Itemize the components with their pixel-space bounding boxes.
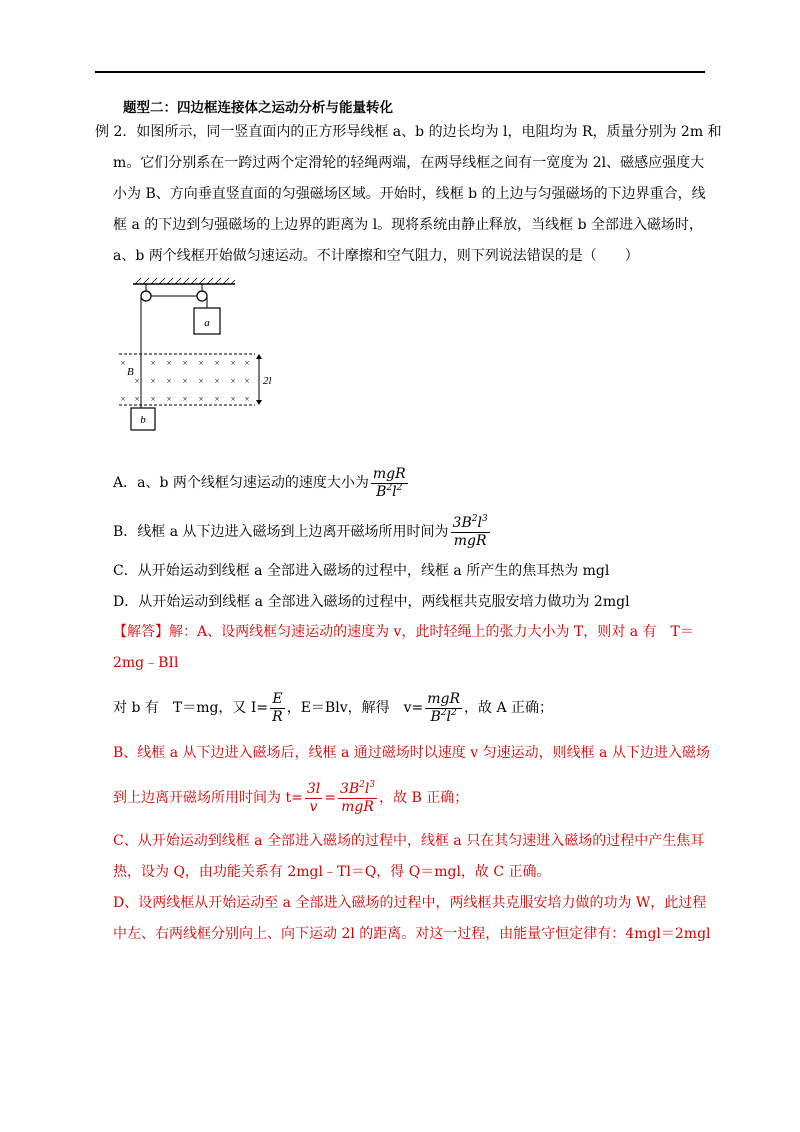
svg-text:×: × [166, 358, 172, 368]
answer-tag: 【解答】 [113, 624, 169, 640]
answer-B-line-2: 到上边离开磁场所用时间为 t= $\frac{3l}{v}$ = $\frac{3B^2l^3}{\text{mgR}}$ ，故 B 正确； [113, 779, 469, 815]
answer-D-line-2: 中左、右两线框分别向上、向下运动 2l 的距离。对这一过程，由能量守恒定律有：4mgl＝2mgl [113, 926, 711, 942]
option-A: A．a、b 两个线框匀速运动的速度大小为 $\frac{\text{mgR}}{B^2l^2}$ [113, 465, 406, 500]
svg-text:×: × [230, 376, 236, 386]
frame-b-label: b [140, 414, 146, 426]
svg-text:×: × [120, 394, 126, 404]
svg-text:×: × [120, 358, 126, 368]
svg-text:×: × [214, 394, 220, 404]
svg-text:×: × [182, 376, 188, 386]
svg-text:×: × [214, 358, 220, 368]
field-B-label: B [127, 366, 134, 378]
rope-top [141, 291, 207, 296]
answer-A-line-2: 2mg﹣BIl [113, 655, 179, 671]
svg-text:×: × [134, 394, 140, 404]
ceiling-hatch [135, 278, 235, 284]
header-rule [95, 71, 705, 73]
answer-D-line-1: D、设两线框从开始运动至 a 全部进入磁场的过程中，两线框共克服安培力做的功为 W，此过程 [113, 895, 707, 911]
svg-text:×: × [150, 394, 156, 404]
svg-text:×: × [244, 394, 250, 404]
svg-text:×: × [150, 358, 156, 368]
answer-C-line-2: 热，设为 Q，由功能关系有 2mgl﹣Tl＝Q，得 Q＝mgl，故 C 正确。 [113, 864, 551, 880]
answer-C-line-1: C、从开始运动到线框 a 全部进入磁场的过程中，线框 a 只在其匀速进入磁场的过程中产生焦耳 [113, 833, 705, 849]
section-title: 题型二：四边框连接体之运动分析与能量转化 [123, 100, 393, 116]
svg-text:×: × [214, 376, 220, 386]
question-line-2: m。它们分别系在一跨过两个定滑轮的轻绳两端，在两导线框之间有一宽度为 2l、磁感应强度大 [113, 155, 705, 171]
option-D: D．从开始运动到线框 a 全部进入磁场的过程中，两线框共克服安培力做功为 2mgl [113, 594, 630, 610]
svg-text:×: × [230, 394, 236, 404]
svg-text:×: × [150, 376, 156, 386]
field-crosses [120, 358, 249, 404]
answer-A-line-3: 对 b 有 T＝mg，又 I= $\frac{E}{R}$ ，E＝Blv，解得 v= $\frac{\text{mgR}}{B^2l^2}$ ，故 A 正确； [113, 690, 554, 725]
svg-text:×: × [198, 358, 204, 368]
answer-A-line-1: 【解答】解：A、设两线框匀速运动的速度为 v，此时轻绳上的张力大小为 T，则对 a 有 T＝ [113, 624, 694, 640]
svg-text:×: × [230, 358, 236, 368]
svg-text:×: × [198, 394, 204, 404]
option-C: C．从开始运动到线框 a 全部进入磁场的过程中，线框 a 所产生的焦耳热为 mgl [113, 563, 610, 579]
width-label: 2l [263, 375, 272, 387]
option-B: B．线框 a 从下边进入磁场到上边离开磁场所用时间为 $\frac{3B^2l^3}{\text{mgR}}$ [113, 513, 488, 549]
question-line-1: 例 2．如图所示，同一竖直面内的正方形导线框 a、b 的边长均为 l，电阻均为 R，质量分别为 2m 和 [95, 124, 722, 140]
svg-text:×: × [198, 376, 204, 386]
answer-B-line-1: B、线框 a 从下边进入磁场后，线框 a 通过磁场时以速度 v 匀速运动，则线框 a 从下边进入磁场 [113, 745, 710, 761]
svg-text:×: × [182, 394, 188, 404]
figure-diagram [115, 278, 280, 433]
question-line-3: 小为 B、方向垂直竖直面的匀强磁场区域。开始时，线框 b 的上边与匀强磁场的下边界重合，线 [113, 186, 706, 202]
frame-a-label: a [204, 317, 210, 329]
question-line-5: a、b 两个线框开始做匀速运动。不计摩擦和空气阻力，则下列说法错误的是（ ） [113, 248, 639, 264]
svg-text:×: × [244, 376, 250, 386]
svg-text:×: × [166, 394, 172, 404]
question-line-4: 框 a 的下边到匀强磁场的上边界的距离为 l。现将系统由静止释放，当线框 b 全部进入磁场时， [113, 217, 704, 233]
svg-text:×: × [166, 376, 172, 386]
svg-text:×: × [244, 358, 250, 368]
svg-text:×: × [182, 358, 188, 368]
svg-text:×: × [134, 376, 140, 386]
